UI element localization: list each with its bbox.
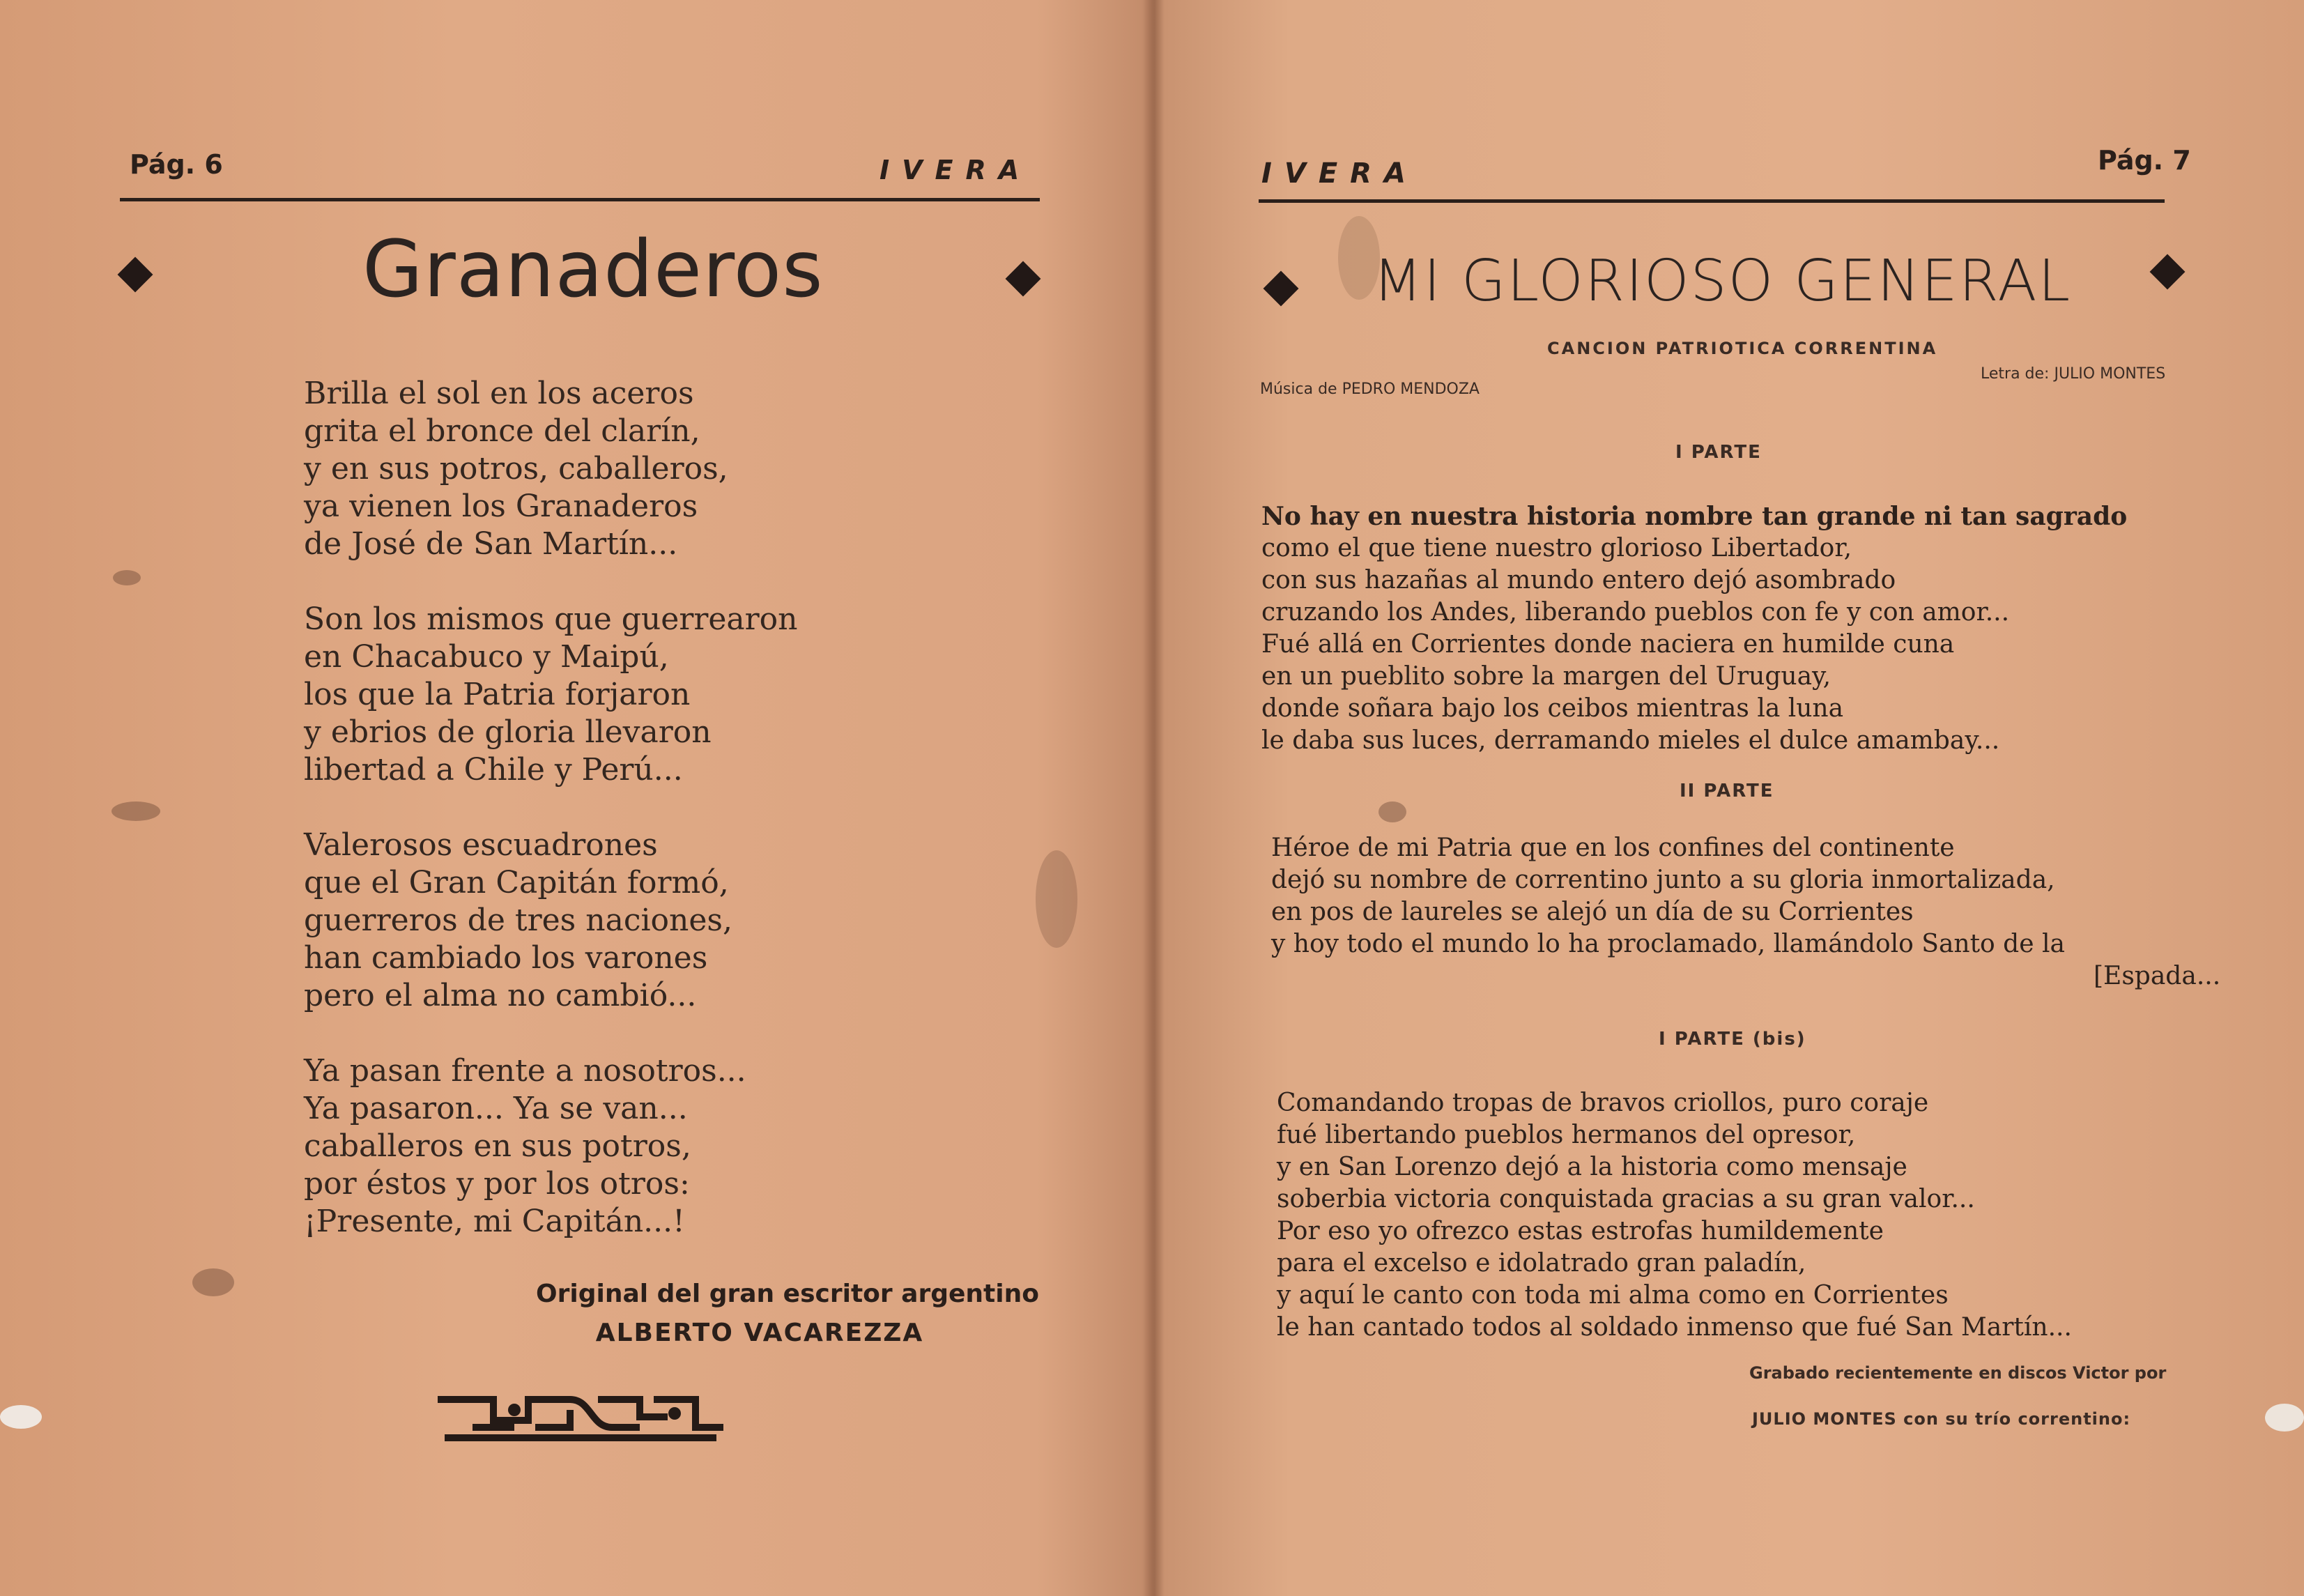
poem-line: Brilla el sol en los aceros <box>304 376 694 411</box>
part-2-heading: II PARTE <box>1680 781 1774 801</box>
poem-line: Son los mismos que guerrearon <box>304 601 798 637</box>
lyric-line: en pos de laureles se alejó un día de su Corrientes <box>1271 898 1914 926</box>
stanza-3 <box>304 827 798 1015</box>
poem-line: ¡Presente, mi Capitán...! <box>304 1204 685 1239</box>
page-number-left: Pág. 6 <box>130 149 223 180</box>
poem-author: ALBERTO VACAREZZA <box>595 1319 924 1347</box>
lyric-line: Por eso yo ofrezco estas estrofas humildemente <box>1277 1217 1884 1245</box>
paper-stain <box>1338 216 1380 300</box>
lyric-line: soberbia victoria conquistada gracias a su gran valor... <box>1277 1185 1975 1213</box>
binding-hole <box>2265 1404 2304 1432</box>
poem-line: ya vienen los Granaderos <box>304 489 698 524</box>
magazine-name-right: IVERA <box>1261 158 1418 190</box>
lyric-line: como el que tiene nuestro glorioso Libertador, <box>1261 534 1852 562</box>
diamond-ornament-right-1 <box>1264 271 1299 307</box>
lyric-line: [Espada... <box>2094 962 2221 990</box>
poem-line: guerreros de tres naciones, <box>304 903 732 938</box>
stanza-1 <box>304 375 798 563</box>
lyric-line: cruzando los Andes, liberando pueblos con fe y con amor... <box>1261 598 2010 627</box>
lyric-line: para el excelso e idolatrado gran paladín, <box>1277 1249 1806 1277</box>
lyric-line: con sus hazañas al mundo entero dejó asombrado <box>1261 566 1896 594</box>
poem-line: Ya pasaron... Ya se van... <box>304 1091 688 1126</box>
header-rule-right <box>1259 199 2165 203</box>
lyric-line: le daba sus luces, derramando mieles el dulce amambay... <box>1261 726 2000 755</box>
diamond-ornament-left-2 <box>1006 261 1041 297</box>
poem-line: y ebrios de gloria llevaron <box>304 714 712 750</box>
right-page <box>1157 0 2304 1596</box>
lyric-line: Héroe de mi Patria que en los confines del continente <box>1271 834 1955 862</box>
song-subtitle: CANCION PATRIOTICA CORRENTINA <box>1547 339 1938 358</box>
poem-title: Granaderos <box>362 224 824 315</box>
poem-line: han cambiado los varones <box>304 940 708 976</box>
lyric-line: Comandando tropas de bravos criollos, puro coraje <box>1277 1089 1929 1117</box>
binding-hole <box>0 1405 42 1429</box>
poem-line: y en sus potros, caballeros, <box>304 451 728 486</box>
lyric-line: en un pueblito sobre la margen del Uruguay, <box>1261 662 1831 691</box>
paper-stain <box>113 570 141 585</box>
lyric-line: y en San Lorenzo dejó a la historia como mensaje <box>1277 1153 1907 1181</box>
part-3-lyrics <box>1277 1087 2072 1344</box>
lyric-line: Fué allá en Corrientes donde naciera en humilde cuna <box>1261 630 1955 659</box>
part-1-heading: I PARTE <box>1675 442 1762 463</box>
paper-stain <box>1378 801 1406 822</box>
stanza-4 <box>304 1052 798 1241</box>
poem-line: por éstos y por los otros: <box>304 1166 690 1202</box>
part-3-heading: I PARTE (bis) <box>1659 1029 1806 1050</box>
song-title: MI GLORIOSO GENERAL <box>1373 248 2072 314</box>
poem-line: libertad a Chile y Perú... <box>304 752 683 788</box>
paper-stain <box>192 1268 234 1296</box>
poem-line: en Chacabuco y Maipú, <box>304 639 669 675</box>
poem-line: que el Gran Capitán formó, <box>304 865 729 900</box>
lyric-line: fué libertando pueblos hermanos del opresor, <box>1277 1121 1856 1149</box>
lyrics-credit: Letra de: JULIO MONTES <box>1981 365 2166 383</box>
lyric-line: donde soñara bajo los ceibos mientras la luna <box>1261 694 1844 723</box>
lyric-line: dejó su nombre de correntino junto a su gloria inmortalizada, <box>1271 866 2055 894</box>
part-1-lyrics <box>1261 500 2127 757</box>
lyric-line: le han cantado todos al soldado inmenso que fué San Martín... <box>1277 1313 2072 1342</box>
poem-credit-line: Original del gran escritor argentino <box>536 1280 1039 1308</box>
decorative-ornament-icon <box>431 1379 730 1448</box>
poem-line: Ya pasan frente a nosotros... <box>304 1053 746 1089</box>
recording-artist: JULIO MONTES con su trío correntino: <box>1752 1409 2131 1429</box>
poem-body <box>304 375 798 1278</box>
poem-line: pero el alma no cambió... <box>304 978 697 1013</box>
poem-line: los que la Patria forjaron <box>304 677 691 712</box>
diamond-ornament-left-1 <box>118 257 153 293</box>
lyric-line: No hay en nuestra historia nombre tan grande ni tan sagrado <box>1261 502 2128 531</box>
lyric-line: y hoy todo el mundo lo ha proclamado, llamándolo Santo de la <box>1271 930 2065 958</box>
paper-stain <box>112 801 160 821</box>
lyric-line: y aquí le canto con toda mi alma como en Corrientes <box>1277 1281 1949 1310</box>
recording-note: Grabado recientemente en discos Victor por <box>1749 1363 2167 1383</box>
poem-line: grita el bronce del clarín, <box>304 413 700 449</box>
part-2-lyrics <box>1271 832 2220 992</box>
poem-line: caballeros en sus potros, <box>304 1128 691 1164</box>
paper-stain <box>1036 850 1077 948</box>
stanza-2 <box>304 601 798 789</box>
left-page <box>0 0 1150 1596</box>
magazine-name-left: IVERA <box>880 155 1032 185</box>
header-rule-left <box>120 198 1040 201</box>
poem-line: de José de San Martín... <box>304 526 678 562</box>
page-number-right: Pág. 7 <box>2098 145 2191 176</box>
poem-line: Valerosos escuadrones <box>304 827 658 863</box>
music-credit: Música de PEDRO MENDOZA <box>1260 381 1480 398</box>
diamond-ornament-right-2 <box>2150 254 2186 290</box>
